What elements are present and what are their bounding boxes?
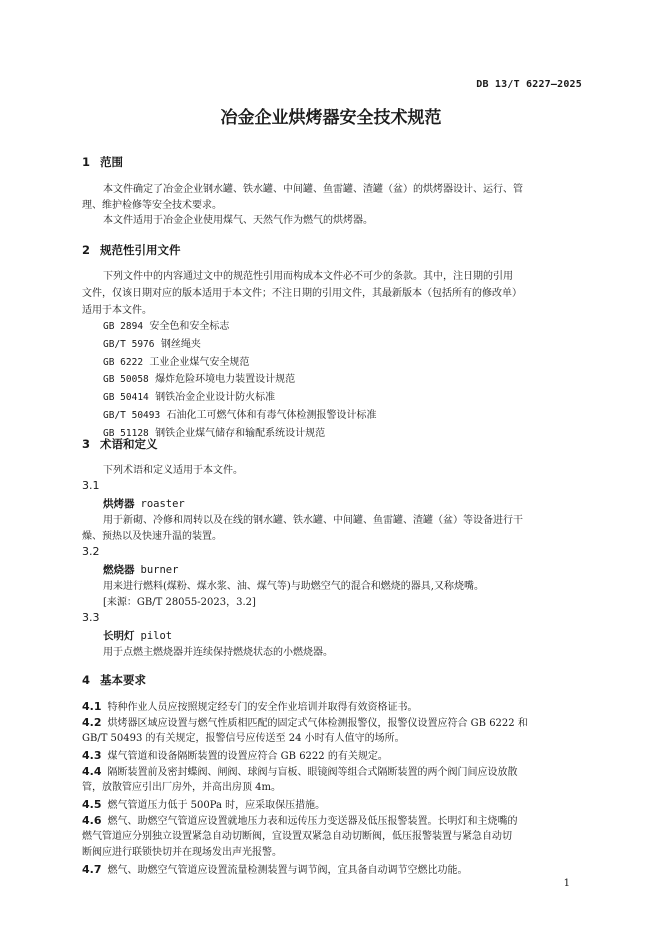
section-4-heading [82,672,146,688]
document-title: 冶金企业烘烤器安全技术规范 [220,108,442,128]
term-number: 3.2 [82,545,100,558]
paragraph-line: 适用于本文件。 [82,305,152,316]
clause-text: GB/T 50493 的有关规定，报警信号应传送至 24 小时有人值守的场所。 [82,733,405,744]
reference-name: 爆炸危险环境电力装置设计规范 [155,374,296,386]
term-definition: 用于点燃主燃烧器并连续保持燃烧状态的小燃烧器。 [103,647,333,658]
term-definition: 用于新砌、冷修和周转以及在线的钢水罐、铁水罐、中间罐、鱼雷罐、渣罐（盆）等设备进行干 [103,515,523,526]
reference-name: 安全色和安全标志 [149,321,230,332]
section-title: 范围 [100,155,123,169]
reference-item [103,354,377,372]
section-number: 2 [82,243,91,257]
clause-number: 4.4 [82,765,102,778]
reference-name: 钢铁冶金企业设计防火标准 [155,392,276,404]
term-cn: 燃烧器 [103,564,135,576]
term-cn: 长明灯 [103,630,135,642]
term-heading [103,562,178,577]
clause-text: 燃气、助燃空气管道应设置就地压力表和远传压力变送器及低压报警装置。长明灯和主烧嘴的 [107,816,518,827]
paragraph-line: 本文件适用于冶金企业使用煤气、天然气作为燃气的烘烤器。 [103,215,373,226]
reference-code: GB/T 5976 [103,338,155,350]
reference-code: GB 6222 [103,356,144,368]
term-en: pilot [140,630,173,642]
reference-code: GB 51128 [103,427,149,439]
clause-number: 4.2 [82,716,102,729]
term-heading [103,496,185,511]
clause-text: 特种作业人员应按照规定经专门的安全作业培训并取得有效资格证书。 [107,702,418,713]
clause-text: 煤气管道和设备隔断装置的设置应符合 GB 6222 的有关规定。 [107,751,388,762]
term-heading [103,628,172,643]
reference-item [103,371,377,389]
term-en: roaster [140,498,185,510]
term-source: [来源：GB/T 28055-2023，3.2] [103,597,256,608]
clause-number: 4.3 [82,749,102,762]
clause-text: 烘烤器区域应设置与燃气性质相匹配的固定式气体检测报警仪，报警仪设置应符合 GB 6222 和 [107,718,528,729]
reference-name: 工业企业煤气安全规范 [149,356,250,368]
reference-item [103,318,377,336]
reference-name: 钢丝绳夹 [160,338,201,350]
clause-number: 4.1 [82,700,102,713]
term-number: 3.1 [82,479,100,492]
clause-text: 断阀应进行联锁快切并在现场发出声光报警。 [82,847,282,858]
clause-text: 燃气管道压力低于 500Pa 时，应采取保压措施。 [107,800,326,811]
clause-text: 燃气、助燃空气管道应设置流量检测装置与调节阀，宜具备自动调节空燃比功能。 [107,865,468,876]
term-en: burner [140,564,179,576]
term-cn: 烘烤器 [103,498,135,510]
paragraph-line: 理、维护检修等安全技术要求。 [82,200,222,211]
clause [82,861,468,879]
section-title: 术语和定义 [100,437,158,451]
clause-number: 4.5 [82,798,102,811]
reference-code: GB 50414 [103,392,149,404]
reference-item [103,407,377,425]
reference-name: 钢铁企业煤气储存和输配系统设计规范 [155,427,326,439]
reference-item [103,336,377,354]
page-number: 1 [563,878,570,889]
paragraph-line: 文件，仅该日期对应的版本适用于本文件；不注日期的引用文件，其最新版本（包括所有的修改单） [82,288,522,299]
section-3-heading [82,436,158,452]
section-number: 3 [82,437,91,451]
clause-text: 管，放散管应引出厂房外，并高出房顶 4m。 [82,782,282,793]
section-title: 规范性引用文件 [100,243,181,257]
section-title: 基本要求 [100,673,146,687]
clause-number: 4.6 [82,814,102,827]
term-definition: 用来进行燃料(煤粉、煤水浆、油、煤气等)与助燃空气的混合和燃烧的器具,又称烧嘴。 [103,581,484,592]
reference-code: GB/T 50493 [103,409,161,421]
section-number: 4 [82,673,91,687]
standard-number: DB 13/T 6227—2025 [476,79,582,90]
clause-text: 隔断装置前及密封蝶阀、闸阀、球阀与盲板、眼镜阀等组合式隔断装置的两个阀门间应设放散 [107,767,518,778]
paragraph-line: 本文件确定了冶金企业钢水罐、铁水罐、中间罐、鱼雷罐、渣罐（盆）的烘烤器设计、运行、管 [103,184,523,195]
term-definition: 燥、预热以及快速升温的装置。 [82,531,222,542]
reference-code: GB 2894 [103,321,144,332]
paragraph-line: 下列术语和定义适用于本文件。 [103,465,243,476]
reference-list [103,318,377,443]
reference-code: GB 50058 [103,374,149,386]
section-number: 1 [82,155,91,169]
clause-number: 4.7 [82,863,102,876]
term-number: 3.3 [82,611,100,624]
reference-name: 石油化工可燃气体和有毒气体检测报警设计标准 [166,409,377,421]
reference-item [103,389,377,407]
section-1-heading [82,154,123,170]
paragraph-line: 下列文件中的内容通过文中的规范性引用而构成本文件必不可少的条款。其中，注日期的引用 [103,271,513,282]
section-2-heading [82,242,181,258]
clause-text: 燃气管道应分别独立设置紧急自动切断阀，宜设置双紧急自动切断阀，低压报警装置与紧急自动切 [82,831,512,842]
